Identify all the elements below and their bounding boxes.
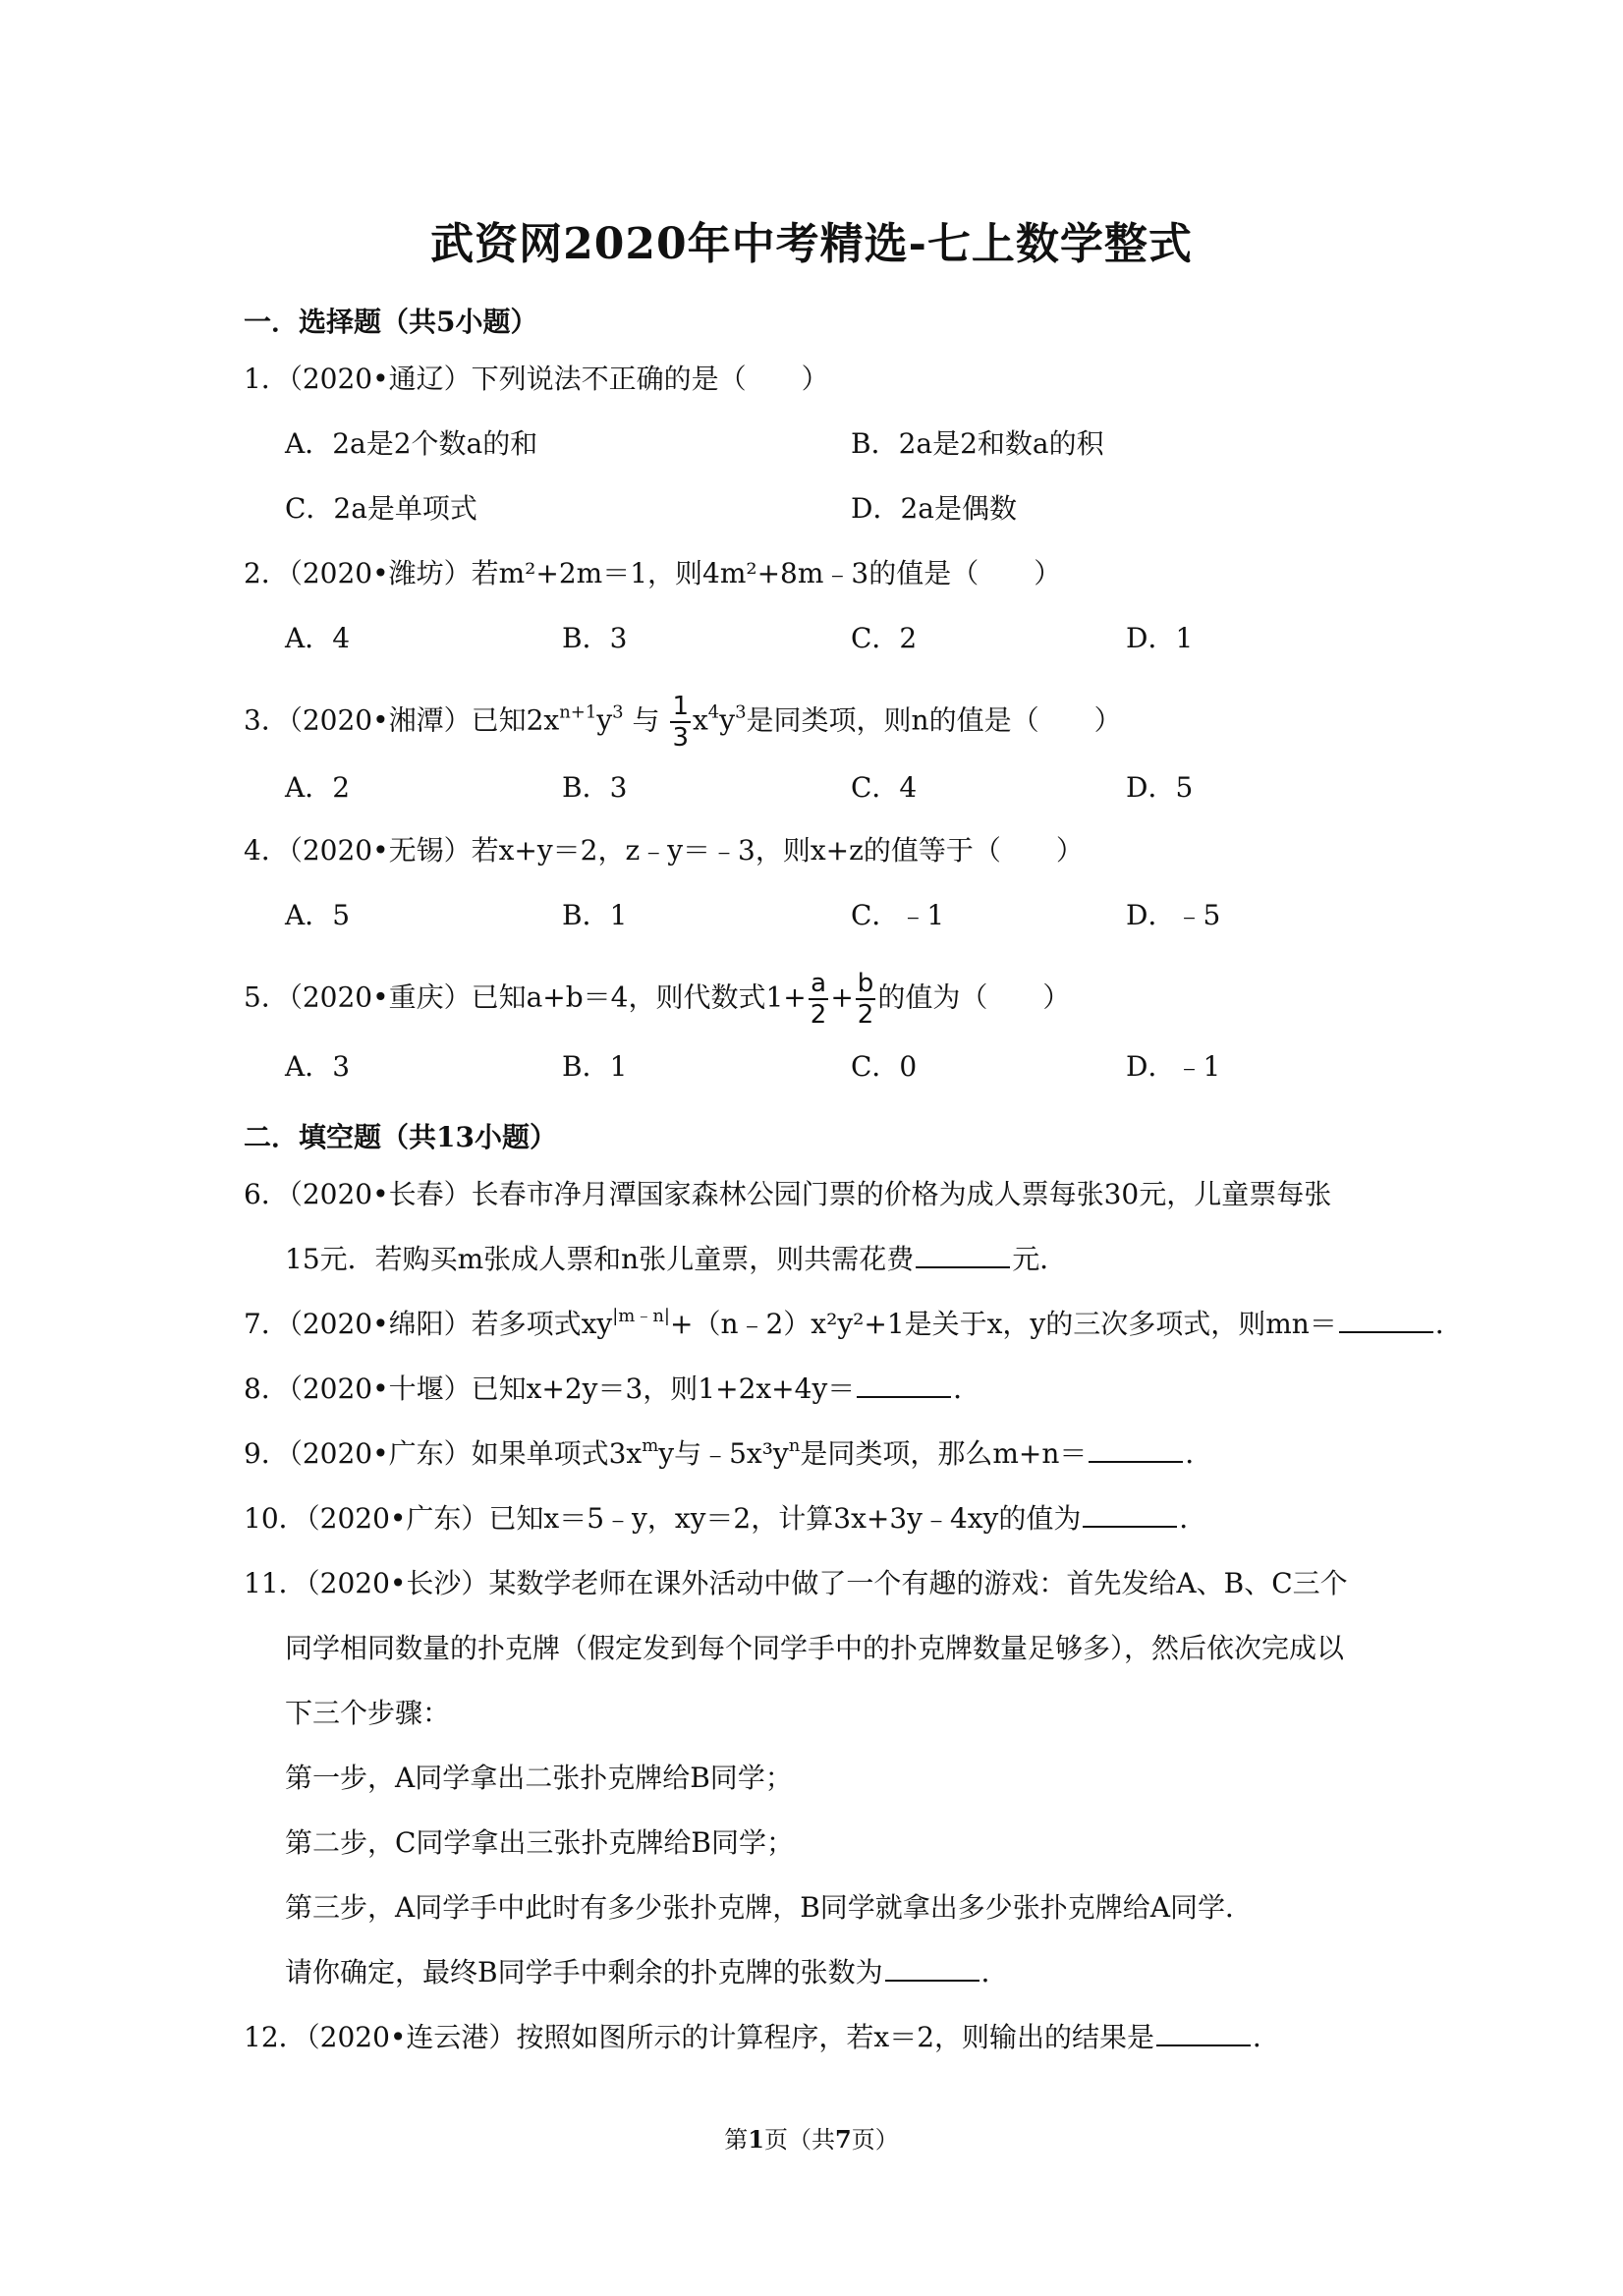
question-3-option-a: A．2 — [285, 771, 351, 804]
answer-blank — [885, 1979, 979, 1982]
question-2-option-b: B．3 — [562, 622, 628, 654]
question-1-option-c: C．2a是单项式 — [285, 492, 477, 525]
question-2-option-c: C．2 — [851, 622, 918, 654]
question-6-line-1: 6．（2020•长春）长春市净月潭国家森林公园门票的价格为成人票每张30元，儿童票每张 — [244, 1178, 1332, 1210]
question-4-option-a: A．5 — [285, 899, 351, 931]
question-11-step-1: 第一步，A同学拿出二张扑克牌给B同学； — [285, 1762, 793, 1794]
question-3-stem-mid: 与 — [632, 703, 660, 737]
question-4-option-c: C．﹣1 — [851, 899, 945, 931]
question-3-stem-post: 是同类项，则n的值是（ ） — [746, 703, 1122, 737]
question-1-option-d: D．2a是偶数 — [851, 492, 1017, 525]
question-2-stem: 2．（2020•潍坊）若m²+2m＝1，则4m²+8m﹣3的值是（ ） — [244, 557, 1062, 589]
page-footer: 第1页（共7页） — [724, 2125, 899, 2154]
question-5-option-c: C．0 — [851, 1050, 918, 1083]
fraction-b-over-2: $\frac{b}{2}$ — [857, 969, 874, 1030]
question-5-option-d: D．﹣1 — [1126, 1050, 1221, 1083]
question-12-stem: 12．（2020•连云港）按照如图所示的计算程序，若x＝2，则输出的结果是 ． — [244, 2021, 1281, 2053]
question-11-step-2: 第二步，C同学拿出三张扑克牌给B同学； — [285, 1826, 795, 1859]
question-4-option-b: B．1 — [562, 899, 628, 931]
question-9-stem: 9．（2020•广东）如果单项式$3x^my$与$﹣5x^3y^n$是同类项，那么m+n＝ ． — [244, 1435, 1213, 1470]
answer-blank — [1089, 1460, 1183, 1463]
question-3-option-d: D．5 — [1126, 771, 1194, 804]
question-3-option-b: B．3 — [562, 771, 628, 804]
question-3-stem: 3．（2020•湘潭）已知$2x^{n+1}y^3$ 与 $\frac{1}{3}$ $x^4y^3$是同类项，则n的值是（ ） — [244, 692, 1122, 753]
question-11-line-3: 下三个步骤： — [285, 1697, 451, 1729]
section-heading-choice: 一．选择题（共5小题） — [244, 306, 538, 338]
question-5-stem-pre: 5．（2020•重庆）已知a+b＝4，则代数式1+ — [244, 980, 807, 1014]
question-11-line-2: 同学相同数量的扑克牌（假定发到每个同学手中的扑克牌数量足够多），然后依次完成以 — [285, 1632, 1345, 1664]
fraction-a-over-2: $\frac{a}{2}$ — [810, 969, 827, 1030]
question-7-stem: 7．（2020•绵阳）若多项式$xy^{|m﹣n|}+(n﹣2)x^2y^2+1$是关于x，y的三次多项式，则mn＝ ． — [244, 1306, 1463, 1340]
question-11-line-1: 11．（2020•长沙）某数学老师在课外活动中做了一个有趣的游戏：首先发给A、B、C三个 — [244, 1567, 1348, 1599]
fraction-one-third: $\frac{1}{3}$ — [672, 692, 689, 753]
question-1-option-a: A．2a是2个数a的和 — [285, 427, 538, 460]
question-8-stem: 8．（2020•十堰）已知x+2y＝3，则1+2x+4y＝ ． — [244, 1372, 981, 1405]
question-11-ask: 请你确定，最终B同学手中剩余的扑克牌的张数为 ． — [285, 1956, 1009, 1988]
question-2-option-d: D．1 — [1126, 622, 1194, 654]
question-3-option-c: C．4 — [851, 771, 918, 804]
answer-blank — [857, 1395, 951, 1398]
question-2-option-a: A．4 — [285, 622, 351, 654]
answer-blank — [916, 1265, 1010, 1268]
question-6-line-2: 15元．若购买m张成人票和n张儿童票，则共需花费 元． — [285, 1243, 1068, 1275]
question-10-stem: 10．（2020•广东）已知x＝5﹣y，xy＝2，计算3x+3y﹣4xy的值为 ． — [244, 1502, 1207, 1535]
question-5-stem-post: 的值为（ ） — [877, 980, 1071, 1014]
question-4-stem: 4．（2020•无锡）若x+y＝2，z﹣y＝﹣3，则x+z的值等于（ ） — [244, 834, 1084, 867]
question-5-stem: 5．（2020•重庆）已知a+b＝4，则代数式1+ $\frac{a}{2}$ + $\frac{b}{2}$ 的值为（ ） — [244, 969, 1071, 1030]
question-4-option-d: D．﹣5 — [1126, 899, 1221, 931]
question-5-option-b: B．1 — [562, 1050, 628, 1083]
question-1-option-b: B．2a是2和数a的积 — [851, 427, 1104, 460]
answer-blank — [1083, 1525, 1177, 1528]
answer-blank — [1156, 2044, 1251, 2046]
page-title: 武资网2020年中考精选-七上数学整式 — [430, 219, 1193, 269]
answer-blank — [1339, 1330, 1433, 1333]
question-3-stem-pre: 3．（2020•湘潭）已知2x — [244, 703, 560, 737]
question-1-stem: 1．（2020•通辽）下列说法不正确的是（ ） — [244, 363, 829, 395]
section-heading-fill-in: 二．填空题（共13小题） — [244, 1121, 557, 1153]
question-5-option-a: A．3 — [285, 1050, 351, 1083]
question-11-step-3: 第三步，A同学手中此时有多少张扑克牌，B同学就拿出多少张扑克牌给A同学． — [285, 1891, 1254, 1924]
